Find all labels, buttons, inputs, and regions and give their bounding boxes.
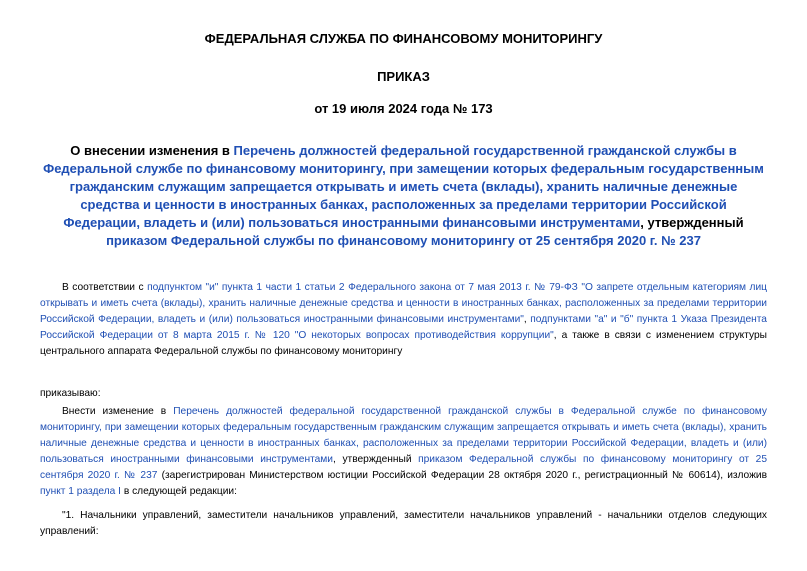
basis-text-3: , а также в связи с изменением структуры центрального аппарата Федеральной службы по финансовому мониторингу — [40, 330, 767, 357]
amend-text-1: Внести изменение в — [62, 406, 174, 417]
document-title — [40, 142, 767, 250]
link-point-1-section-1[interactable]: пункт 1 раздела I — [40, 486, 122, 497]
paragraph-basis — [40, 280, 767, 360]
title-middle: , утвержденный — [640, 215, 744, 230]
link-list-of-positions[interactable]: Перечень должностей федеральной государственной гражданской службы в Федеральной службе по финансовому мониторингу, при замещении которых федеральным государственным гражданским служащим запрещается открывать и иметь счета (вклады), хранить наличные денежные средства и ценности в иностранных банках, расположенных за пределами территории Российской Федерации, владеть и (или) пользоваться иностранными финансовыми инструментами — [40, 406, 768, 465]
link-federal-law[interactable]: подпунктом "и" пункта 1 части 1 статьи 2 Федерального закона от 7 мая 2013 г. № 79-ФЗ "О запрете отдельным категориям лиц открывать и иметь счета (вклады), хранить наличные денежные средства и ценности в иностранных банках, расположенных за пределами территории Российской Федерации, владеть и (или) пользоваться иностранными финансовыми инструментами" — [40, 282, 767, 325]
amend-text-3: (зарегистрирован Министерством юстиции Российской Федерации 28 октября 2020 г., регистрационный № 60614), изложив — [157, 470, 768, 481]
basis-text-1: В соответствии с — [62, 282, 148, 293]
link-order-237[interactable]: приказом Федеральной службы по финансовому мониторингу от 25 сентября 2020 г. № 237 — [40, 454, 768, 481]
link-presidential-decree[interactable]: подпунктами "а" и "б" пункта 1 Указа Президента Российской Федерации от 8 марта 2015 г. № 120 "О некоторых вопросах противодействия коррупции" — [40, 314, 767, 341]
paragraph-order-word: приказываю: — [40, 388, 101, 399]
title-link-list[interactable]: Перечень должностей федеральной государственной гражданской службы в Федеральной службе по финансовому мониторингу, при замещении которых федеральным государственным гражданским служащим запрещается открывать и иметь счета (вклады), хранить наличные денежные средства и ценности в иностранных банках, расположенных за пределами территории Российской Федерации, владеть и (или) пользоваться иностранными финансовыми инструментами — [43, 143, 764, 230]
amend-text-2: , утвержденный — [333, 454, 419, 465]
basis-text-2: , — [523, 314, 531, 325]
paragraph-amendment — [40, 404, 767, 500]
paragraph-item-1: "1. Начальники управлений, заместители начальников управлений, заместители начальников управлений - начальники отделов следующих управлений: — [40, 510, 767, 537]
date-number-heading: от 19 июля 2024 года № 173 — [314, 101, 493, 116]
doc-type-heading: ПРИКАЗ — [377, 69, 430, 84]
amend-text-4: в следующей редакции: — [121, 486, 237, 497]
agency-heading: ФЕДЕРАЛЬНАЯ СЛУЖБА ПО ФИНАНСОВОМУ МОНИТОРИНГУ — [204, 31, 603, 46]
title-prefix: О внесении изменения в — [70, 143, 234, 158]
title-link-order[interactable]: приказом Федеральной службы по финансовому мониторингу от 25 сентября 2020 г. № 237 — [106, 233, 701, 248]
